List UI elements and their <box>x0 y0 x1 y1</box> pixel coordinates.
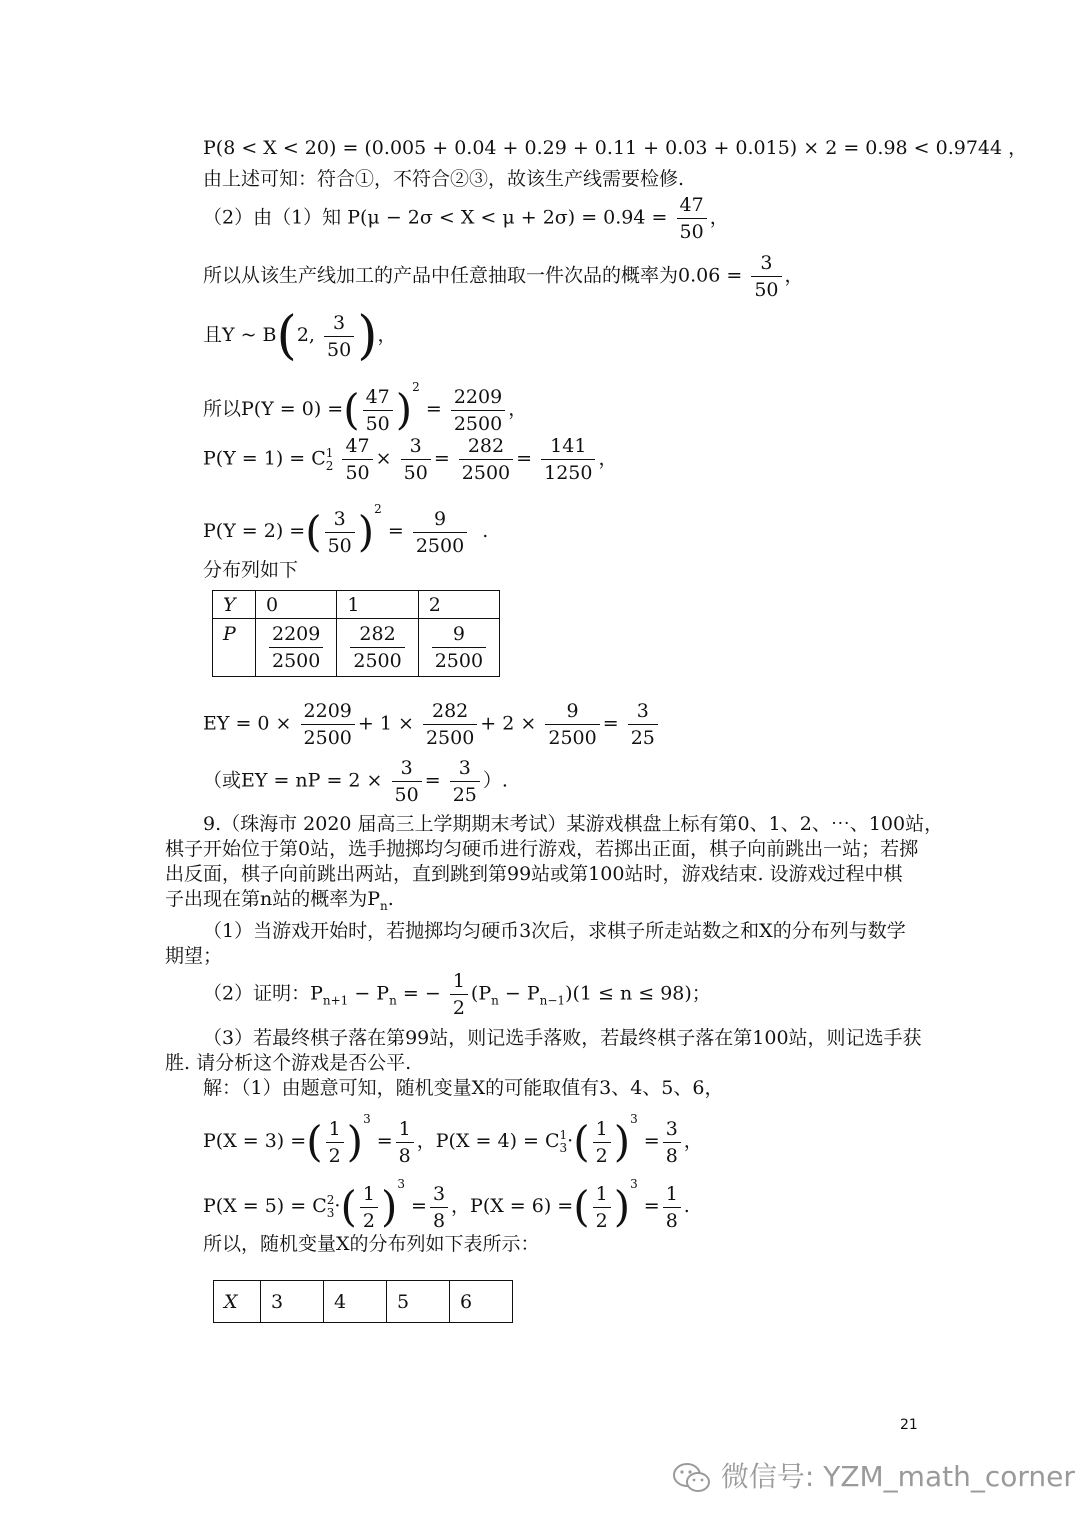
wechat-icon <box>672 1461 712 1495</box>
distribution-table-y <box>212 590 500 677</box>
fraction-3-50: $\frac{3}{50}$ <box>392 757 422 806</box>
fraction-3-25: $\frac{3}{25}$ <box>450 757 480 806</box>
fraction-9-2500: $\frac{9}{2500}$ <box>545 700 599 749</box>
fraction-47-50: $\frac{47}{50}$ <box>363 386 393 435</box>
table-cell: 6 <box>450 1281 513 1323</box>
fraction-3-25: $\frac{3}{25}$ <box>628 700 658 749</box>
fraction-2209-2500: $\frac{2209}{2500}$ <box>301 700 355 749</box>
fraction-3-50: $\frac{3}{50}$ <box>324 312 354 361</box>
part2-line: （2）由（1）知 P(μ − 2σ < X < μ + 2σ) = 0.94 = $\frac{47}{50}$ ， <box>203 194 729 243</box>
equation-p8-x-20: P(8 < X < 20) = (0.005 + 0.04 + 0.29 + 0.11 + 0.03 + 0.015) × 2 = 0.98 < 0.9744 ， <box>203 137 1028 159</box>
table-cell: Y <box>213 591 256 619</box>
fraction-47-50: $\frac{47}{50}$ <box>677 194 707 243</box>
defect-probability-line: 所以从该生产线加工的产品中任意抽取一件次品的概率为0.06 = $\frac{3}{50}$ ， <box>203 252 804 301</box>
binomial-line: 且Y ~ B(2, $\frac{3}{50}$ )， <box>203 306 397 366</box>
table-cell: P <box>213 619 256 677</box>
px3-px4-line: P(X = 3) =( $\frac{1}{2}$ )$^3$ = $\frac{1}{8}$ ，P(X = 4) = C 1 3 ·( $\frac{1}{2}$ )$^3$ = $\frac{3}{8}$ ， <box>203 1112 703 1167</box>
conclusion-text: 由上述可知：符合①，不符合②③，故该生产线需要检修. <box>203 168 685 190</box>
p-y0-line: 所以P(Y = 0) =( $\frac{47}{50}$ )$^2$ = $\frac{2209}{2500}$ ， <box>203 380 528 435</box>
solution-line1: 解：（1）由题意可知，随机变量X的可能取值有3、4、5、6， <box>203 1077 724 1099</box>
fraction-1-2: $\frac{1}{2}$ <box>593 1118 611 1167</box>
table-cell: $\frac{2209}{2500}$ <box>256 619 337 677</box>
fraction-1-2: $\frac{1}{2}$ <box>450 970 468 1019</box>
fraction-141-1250: $\frac{141}{1250}$ <box>541 435 595 484</box>
fraction-1-8: $\frac{1}{8}$ <box>396 1118 414 1167</box>
table-cell: X <box>214 1281 261 1323</box>
fraction-2209-2500: $\frac{2209}{2500}$ <box>451 386 505 435</box>
q9-part3-cont: 胜. 请分析这个游戏是否公平. <box>165 1052 412 1074</box>
p-y1-line: P(Y = 1) = C 1 2 $\frac{47}{50}$ × $\frac{3}{50}$ = $\frac{282}{2500}$ = $\frac{141}{1250}$ ， <box>203 435 618 484</box>
q9-part1: （1）当游戏开始时，若抛掷均匀硬币3次后，求棋子所走站数之和X的分布列与数学 <box>203 920 906 942</box>
fraction-3-50: $\frac{3}{50}$ <box>325 508 355 557</box>
fraction-3-8: $\frac{3}{8}$ <box>663 1118 681 1167</box>
fraction-1-2: $\frac{1}{2}$ <box>326 1118 344 1167</box>
q9-part2: （2）证明：$P_{n+1} - P_n$ = − $\frac{1}{2}$ $(P_n - P_{n-1})(1 \le n \le 98)$； <box>203 970 711 1019</box>
p-y2-line: P(Y = 2) =( $\frac{3}{50}$ )$^2$ = $\frac{9}{2500}$ . <box>203 502 489 557</box>
distribution-label: 分布列如下 <box>203 559 299 581</box>
px5-px6-line: P(X = 5) = C 2 3 ·( $\frac{1}{2}$ )$^3$ = $\frac{3}{8}$ ，P(X = 6) =( $\frac{1}{2}$ )$^3$ = $\frac{1}{8}$ . <box>203 1177 690 1232</box>
table-cell: 2 <box>418 591 499 619</box>
fraction-282-2500: $\frac{282}{2500}$ <box>423 700 477 749</box>
fraction-1-8: $\frac{1}{8}$ <box>663 1183 681 1232</box>
fraction-1-2: $\frac{1}{2}$ <box>593 1183 611 1232</box>
page-number: 21 <box>900 1417 918 1433</box>
dist2-label: 所以，随机变量X的分布列如下表所示： <box>203 1233 540 1255</box>
expectation-line: EY = 0 × $\frac{2209}{2500}$ + 1 × $\frac{282}{2500}$ + 2 × $\frac{9}{2500}$ = $\frac{3}{25}$ <box>203 700 661 749</box>
q9-line1: 9.（珠海市 2020 届高三上学期期末考试）某游戏棋盘上标有第0、1、2、⋯、100站， <box>203 813 944 835</box>
table-cell: $\frac{9}{2500}$ <box>418 619 499 677</box>
q9-line4: 子出现在第n站的概率为$P_n$. <box>165 888 394 913</box>
fraction-1-2: $\frac{1}{2}$ <box>360 1183 378 1232</box>
q9-part3: （3）若最终棋子落在第99站，则记选手落败，若最终棋子落在第100站，则记选手获 <box>203 1027 922 1049</box>
watermark-text: 微信号: YZM_math_corner <box>720 1460 1075 1493</box>
table-cell: 3 <box>261 1281 324 1323</box>
table-cell: 4 <box>324 1281 387 1323</box>
table-cell: 5 <box>387 1281 450 1323</box>
table-cell: 1 <box>337 591 418 619</box>
q9-part1-cont: 期望； <box>165 945 223 967</box>
q9-line2: 棋子开始位于第0站，选手抛掷均匀硬币进行游戏，若掷出正面，棋子向前跳出一站；若掷 <box>165 838 919 860</box>
fraction-9-2500: $\frac{9}{2500}$ <box>413 508 467 557</box>
fraction-3-8: $\frac{3}{8}$ <box>430 1183 448 1232</box>
q9-line3: 出反面，棋子向前跳出两站，直到跳到第99站或第100站时，游戏结束. 设游戏过程中棋 <box>165 863 903 885</box>
table-cell: $\frac{282}{2500}$ <box>337 619 418 677</box>
fraction-3-50: $\frac{3}{50}$ <box>401 435 431 484</box>
table-cell: 0 <box>256 591 337 619</box>
watermark <box>672 1455 1075 1495</box>
distribution-table-x <box>213 1280 513 1323</box>
alt-expectation-line: （或EY = nP = 2 × $\frac{3}{50}$ = $\frac{3}{25}$ ）. <box>203 757 508 806</box>
fraction-47-50: $\frac{47}{50}$ <box>342 435 372 484</box>
fraction-3-50: $\frac{3}{50}$ <box>751 252 781 301</box>
fraction-282-2500: $\frac{282}{2500}$ <box>459 435 513 484</box>
